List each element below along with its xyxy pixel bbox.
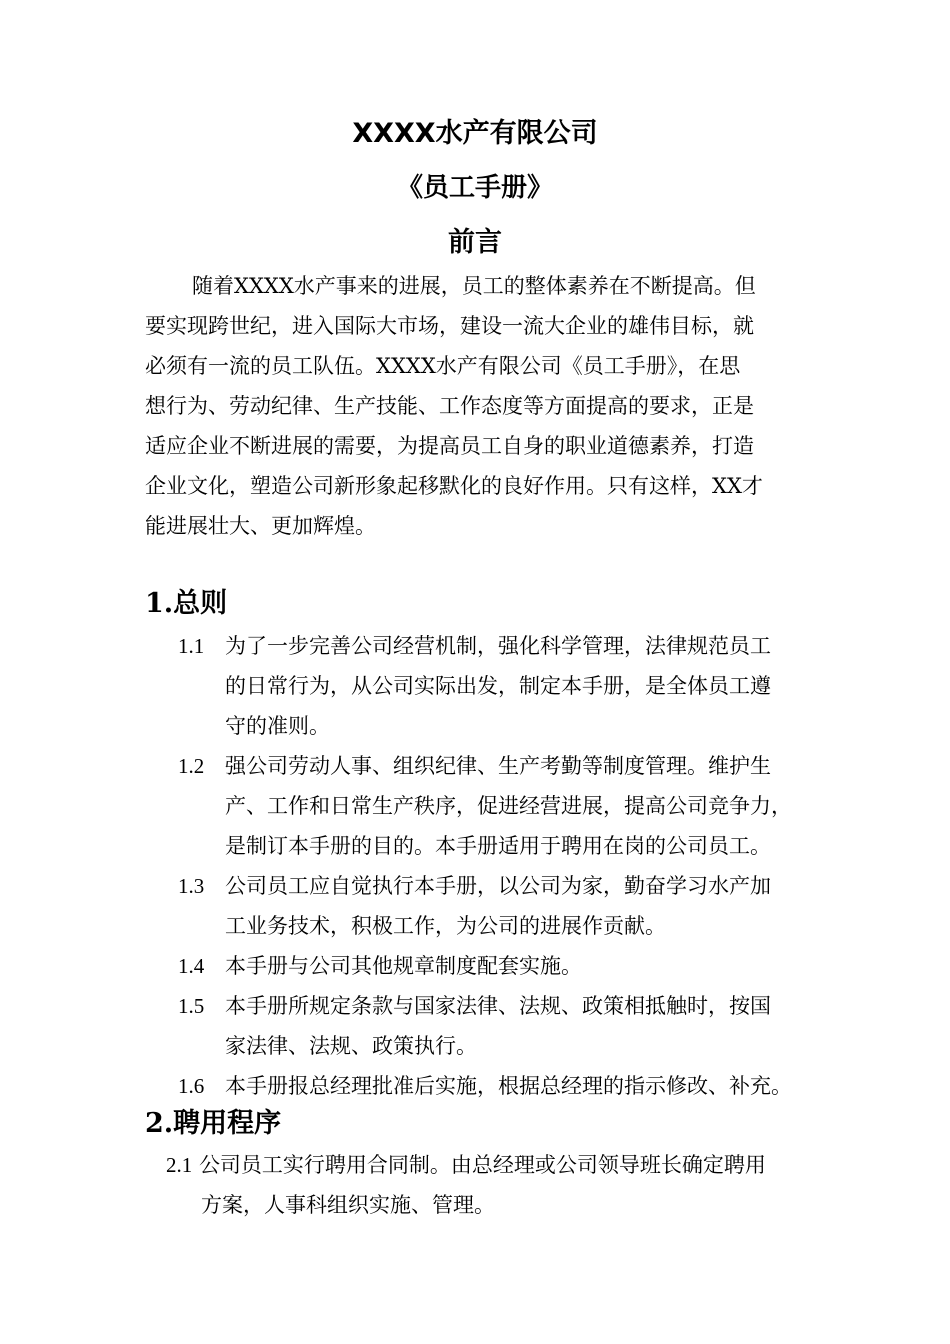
item-text <box>225 626 820 746</box>
item-line: 本手册所规定条款与国家法律、法规、政策相抵触时，按国 <box>225 994 771 1018</box>
item-text <box>225 986 820 1066</box>
item-number: 1.1 <box>178 634 205 658</box>
section-heading-general: 1.总则 <box>145 588 228 619</box>
company-title: XXXX水产有限公司 <box>352 118 598 149</box>
preface-paragraph <box>145 266 810 546</box>
item-line: 工业务技术，积极工作，为公司的进展作贡献。 <box>225 914 666 938</box>
item-number: 1.5 <box>178 994 205 1018</box>
item-number: 1.3 <box>178 874 205 898</box>
section-heading-hiring: 2.聘用程序 <box>145 1108 282 1139</box>
preface-line: 能进展壮大、更加辉煌。 <box>145 514 376 538</box>
item-text <box>225 746 820 866</box>
item-line: 方案，人事科组织实施、管理。 <box>201 1193 495 1217</box>
item-number: 1.6 <box>178 1074 205 1098</box>
preface-line: 适应企业不断进展的需要，为提高员工自身的职业道德素养，打造 <box>145 434 754 458</box>
preface-line: 随着XXXX水产事来的进展，员工的整体素养在不断提高。但 <box>192 274 756 298</box>
item-line: 强公司劳动人事、组织纪律、生产考勤等制度管理。维护生 <box>225 754 771 778</box>
preface-line: 企业文化，塑造公司新形象起移默化的良好作用。只有这样，XX才 <box>145 474 763 498</box>
manual-title: 《员工手册》 <box>396 173 553 203</box>
item-text <box>225 1066 820 1106</box>
item-line: 守的准则。 <box>225 714 330 738</box>
item-line: 本手册与公司其他规章制度配套实施。 <box>225 954 582 978</box>
item-first-line <box>166 1145 766 1185</box>
item-number: 2.1 <box>166 1153 193 1177</box>
preface-line: 想行为、劳动纪律、生产技能、工作态度等方面提高的要求，正是 <box>145 394 754 418</box>
item-text <box>225 946 820 986</box>
item-line: 的日常行为，从公司实际出发，制定本手册，是全体员工遵 <box>225 674 771 698</box>
item-number: 1.4 <box>178 954 205 978</box>
preface-line: 必须有一流的员工队伍。XXXX水产有限公司《员工手册》，在思 <box>145 354 741 378</box>
item-line: 家法律、法规、政策执行。 <box>225 1034 477 1058</box>
item-line: 为了一步完善公司经营机制，强化科学管理，法律规范员工 <box>225 634 771 658</box>
item-line: 产、工作和日常生产秩序，促进经营进展，提高公司竞争力， <box>225 794 792 818</box>
item-line: 本手册报总经理批准后实施，根据总经理的指示修改、补充。 <box>225 1074 792 1098</box>
item-line: 是制订本手册的目的。本手册适用于聘用在岗的公司员工。 <box>225 834 771 858</box>
item-line: 公司员工实行聘用合同制。由总经理或公司领导班长确定聘用 <box>198 1153 766 1177</box>
preface-line: 要实现跨世纪，进入国际大市场，建设一流大企业的雄伟目标，就 <box>145 314 754 338</box>
item-number: 1.2 <box>178 754 205 778</box>
item-line: 公司员工应自觉执行本手册，以公司为家，勤奋学习水产加 <box>225 874 771 898</box>
preface-title: 前言 <box>448 227 502 258</box>
item-text <box>225 866 820 946</box>
